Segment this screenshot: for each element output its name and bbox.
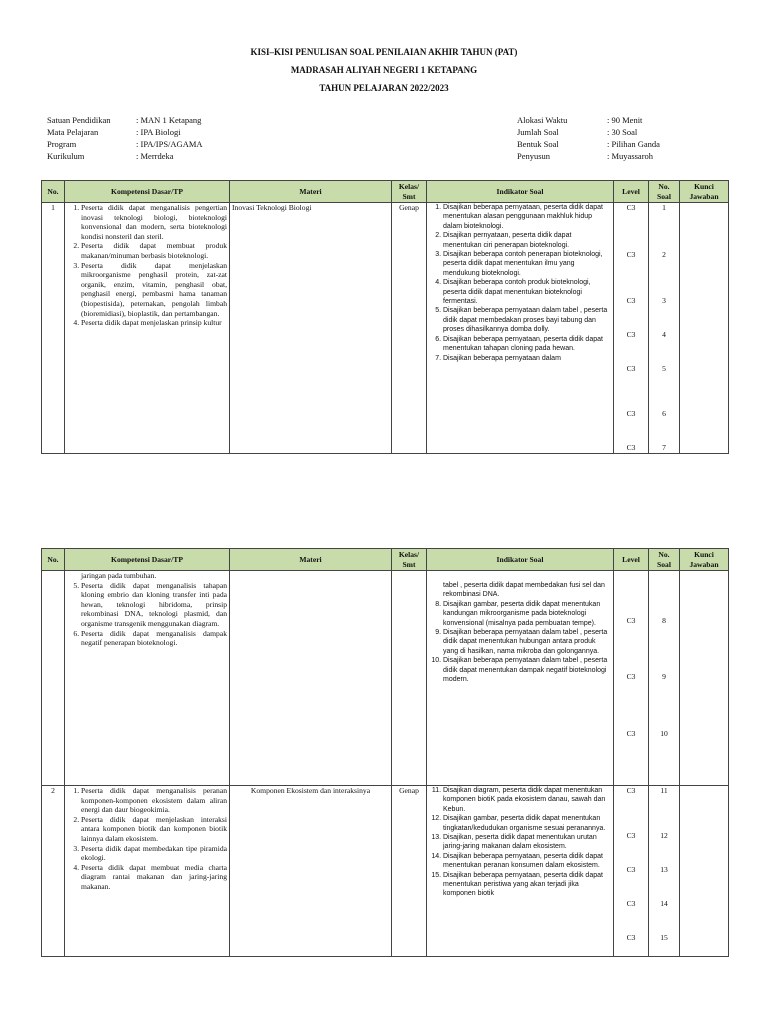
level-value: C3 bbox=[626, 364, 636, 373]
indikator-item: 6. Disajikan beberapa pernyataan, peserta didik dapat menentukan tahapan cloning pada hewan. bbox=[443, 335, 611, 354]
materi-cell: Inovasi Teknologi Biologi bbox=[230, 203, 392, 454]
soal-number: 12 bbox=[660, 831, 668, 840]
kd-item: 6. Peserta didik dapat menganalisis dampak negatif penerapan bioteknologi. bbox=[81, 629, 227, 648]
col-materi: Materi bbox=[230, 549, 392, 571]
meta-value: : 30 Soal bbox=[607, 127, 638, 137]
meta-key: Penyusun bbox=[517, 151, 551, 161]
level-value: C3 bbox=[626, 831, 636, 840]
level-value: C3 bbox=[626, 786, 636, 795]
table-row bbox=[42, 203, 729, 454]
soal-number: 6 bbox=[662, 409, 666, 418]
level-value: C3 bbox=[626, 899, 636, 908]
meta-key: Kurikulum bbox=[47, 151, 85, 161]
kd-item: 1. Peserta didik dapat menganalisis peranan komponen-komponen ekosistem dalam aliran energi dan daur biogeokimia. bbox=[81, 786, 227, 815]
kelas-cell: Genap bbox=[392, 203, 427, 454]
level-cell bbox=[614, 786, 649, 957]
level-cell bbox=[614, 571, 649, 786]
row-no: 1 bbox=[42, 203, 65, 454]
kd-cell bbox=[65, 571, 230, 786]
indikator-item: 8. Disajikan gambar, peserta didik dapat menentukan kandungan mikroorganisme pada bioteknologi konvensional (misalnya pada pembuatan tempe). bbox=[443, 600, 611, 628]
soal-number: 10 bbox=[660, 729, 668, 738]
soal-number: 11 bbox=[660, 786, 668, 795]
level-cell bbox=[614, 203, 649, 454]
col-indikator: Indikator Soal bbox=[427, 181, 614, 203]
col-nosoal: No. Soal bbox=[649, 181, 680, 203]
indikator-item: 5. Disajikan beberapa pernyataan dalam tabel , peserta didik dapat membedakan proses bayi tabung dan proses dihasilkannya domba dolly. bbox=[443, 306, 611, 334]
col-kd: Kompetensi Dasar/TP bbox=[65, 181, 230, 203]
meta-key: Satuan Pendidikan bbox=[47, 115, 111, 125]
nosoal-cell bbox=[649, 571, 680, 786]
indikator-item: 10. Disajikan beberapa pernyataan dalam tabel , peserta didik dapat menentukan dampak negatif bioteknologi modern. bbox=[443, 656, 611, 684]
kunci-cell bbox=[680, 786, 729, 957]
kunci-cell bbox=[680, 203, 729, 454]
materi-cell: Komponen Ekosistem dan interaksinya bbox=[230, 786, 392, 957]
meta-left bbox=[47, 114, 203, 162]
meta-value: : MAN 1 Ketapang bbox=[136, 115, 202, 125]
indikator-item: 1. Disajikan beberapa pernyataan, peserta didik dapat menentukan alasan penggunaan makhluk hidup dalam bioteknologi. bbox=[443, 203, 611, 231]
nosoal-cell bbox=[649, 786, 680, 957]
row-no: 2 bbox=[42, 786, 65, 957]
col-materi: Materi bbox=[230, 181, 392, 203]
meta-key: Bentuk Soal bbox=[517, 139, 559, 149]
indikator-cell bbox=[427, 203, 614, 454]
indikator-item: 11. Disajikan diagram, peserta didik dapat menentukan komponen biotiK pada ekosistem danau, sawah dan Kebun. bbox=[443, 786, 611, 814]
col-kunci: Kunci Jawaban bbox=[680, 181, 729, 203]
level-value: C3 bbox=[626, 203, 636, 212]
soal-number: 1 bbox=[662, 203, 666, 212]
table-row bbox=[42, 571, 729, 786]
indikator-item: 14. Disajikan beberapa pernyataan, peserta didik dapat menentukan peranan konsumen dalam ekosistem. bbox=[443, 852, 611, 871]
kd-item: 5. Peserta didik dapat menganalisis tahapan kloning embrio dan kloning transfer inti pada hewan, teknologi hibridoma, prinsip rekombinasi DNA, teknologi plasmid, dan organisme transgenik menggunakan diagram. bbox=[81, 581, 227, 629]
kd-cell bbox=[65, 203, 230, 454]
kelas-cell: Genap bbox=[392, 786, 427, 957]
kd-item: 4. Peserta didik dapat membuat media charta diagram rantai makanan dan jaring-jaring makanan. bbox=[81, 863, 227, 892]
soal-number: 13 bbox=[660, 865, 668, 874]
school-year: TAHUN PELAJARAN 2022/2023 bbox=[319, 83, 449, 93]
indikator-item: 4. Disajikan beberapa contoh produk bioteknologi, peserta didik dapat menentukan bioteknologi fermentasi. bbox=[443, 278, 611, 306]
meta-value: : IPA Biologi bbox=[136, 127, 181, 137]
indikator-item: 15. Disajikan beberapa pernyataan, peserta didik dapat menentukan peristiwa yang akan terjadi jika komponen biotik bbox=[443, 871, 611, 899]
col-level: Level bbox=[614, 549, 649, 571]
indikator-item: 12. Disajikan gambar, peserta didik dapat menentukan tingkatan/kedudukan organisme sesuai peranannya. bbox=[443, 814, 611, 833]
col-kelas: Kelas/ Smt bbox=[392, 549, 427, 571]
indikator-item: 7. Disajikan beberapa pernyataan dalam bbox=[443, 354, 611, 363]
meta-right bbox=[517, 114, 660, 162]
soal-number: 14 bbox=[660, 899, 668, 908]
col-no: No. bbox=[42, 181, 65, 203]
kunci-cell bbox=[680, 571, 729, 786]
kd-item: 2. Peserta didik dapat membuat produk makanan/minuman berbasis bioteknologi. bbox=[81, 241, 227, 260]
school-name: MADRASAH ALIYAH NEGERI 1 KETAPANG bbox=[290, 65, 478, 75]
kd-item: 2. Peserta didik dapat menjelaskan interaksi antara komponen biotik dan komponen biotik lainnya dalam ekosistem. bbox=[81, 815, 227, 844]
level-value: C3 bbox=[626, 865, 636, 874]
soal-number: 9 bbox=[662, 672, 666, 681]
soal-number: 4 bbox=[662, 330, 666, 339]
indikator-item: 2. Disajikan pernyataan, peserta didik dapat menentukan ciri penerapan bioteknologi. bbox=[443, 231, 611, 250]
meta-key: Jumlah Soal bbox=[517, 127, 559, 137]
meta-value: : Muyassaroh bbox=[607, 151, 654, 161]
kisi-table-page-1 bbox=[41, 180, 729, 454]
level-value: C3 bbox=[626, 729, 636, 738]
table-header-row bbox=[42, 549, 729, 571]
soal-number: 8 bbox=[662, 616, 666, 625]
soal-number: 7 bbox=[662, 443, 666, 452]
kd-item: 1. Peserta didik dapat menganalisis pengertian inovasi teknologi biologi, bioteknologi konvensional dan modern, serta bioteknologi kondisi nonsteril dan steril. bbox=[81, 203, 227, 241]
indikator-cell bbox=[427, 786, 614, 957]
level-value: C3 bbox=[626, 296, 636, 305]
col-level: Level bbox=[614, 181, 649, 203]
indikator-cell bbox=[427, 571, 614, 786]
indikator-item: 3. Disajikan beberapa contoh penerapan bioteknologi, peserta didik dapat menentukan ilmu yang mendukung bioteknologi. bbox=[443, 250, 611, 278]
table-row bbox=[42, 786, 729, 957]
level-value: C3 bbox=[626, 616, 636, 625]
level-value: C3 bbox=[626, 330, 636, 339]
col-nosoal: No. Soal bbox=[649, 549, 680, 571]
meta-key: Program bbox=[47, 139, 77, 149]
meta-value: : IPA/IPS/AGAMA bbox=[136, 139, 203, 149]
col-kd: Kompetensi Dasar/TP bbox=[65, 549, 230, 571]
kd-cell bbox=[65, 786, 230, 957]
level-value: C3 bbox=[626, 409, 636, 418]
col-kelas: Kelas/ Smt bbox=[392, 181, 427, 203]
meta-key: Mata Pelajaran bbox=[47, 127, 99, 137]
doc-title: KISI–KISI PENULISAN SOAL PENILAIAN AKHIR TAHUN (PAT) bbox=[250, 47, 518, 57]
soal-number: 3 bbox=[662, 296, 666, 305]
soal-number: 5 bbox=[662, 364, 666, 373]
meta-value: : 90 Menit bbox=[607, 115, 643, 125]
meta-key: Alokasi Waktu bbox=[517, 115, 568, 125]
table-header-row bbox=[42, 181, 729, 203]
indikator-item: 13. Disajikan, peserta didik dapat menentukan urutan jaring-jaring makanan dalam ekosistem. bbox=[443, 833, 611, 852]
level-value: C3 bbox=[626, 933, 636, 942]
level-value: C3 bbox=[626, 250, 636, 259]
col-kunci: Kunci Jawaban bbox=[680, 549, 729, 571]
kd-continuation: jaringan pada tumbuhan. bbox=[81, 571, 157, 580]
indikator-continuation: tabel , peserta didik dapat membedakan fusi sel dan rekombinasi DNA. bbox=[443, 582, 605, 599]
kd-item: 3. Peserta didik dapat menjelaskan mikroorganisme penghasil protein, zat-zat organik, enzim, vitamin, penghasil obat, penghasil energi, pembasmi hama tanaman (biopestisida), peternakan, pengolah limbah (bioremidiasi), bioplastik, dan pertambangan. bbox=[81, 261, 227, 319]
level-value: C3 bbox=[626, 443, 636, 452]
kd-item: 3. Peserta didik dapat membedakan tipe piramida ekologi. bbox=[81, 844, 227, 863]
meta-value: : Pilihan Ganda bbox=[607, 139, 660, 149]
col-no: No. bbox=[42, 549, 65, 571]
level-value: C3 bbox=[626, 672, 636, 681]
soal-number: 2 bbox=[662, 250, 666, 259]
kisi-table-page-2 bbox=[41, 548, 729, 957]
kd-item: 4. Peserta didik dapat menjelaskan prinsip kultur bbox=[81, 318, 227, 328]
meta-value: : Merrdeka bbox=[136, 151, 174, 161]
indikator-item: 9. Disajikan beberapa pernyataan dalam tabel , peserta didik dapat menentukan hubungan antara produk yang di hasilkan, nama mikroba dan golongannya. bbox=[443, 628, 611, 656]
soal-number: 15 bbox=[660, 933, 668, 942]
nosoal-cell bbox=[649, 203, 680, 454]
col-indikator: Indikator Soal bbox=[427, 549, 614, 571]
